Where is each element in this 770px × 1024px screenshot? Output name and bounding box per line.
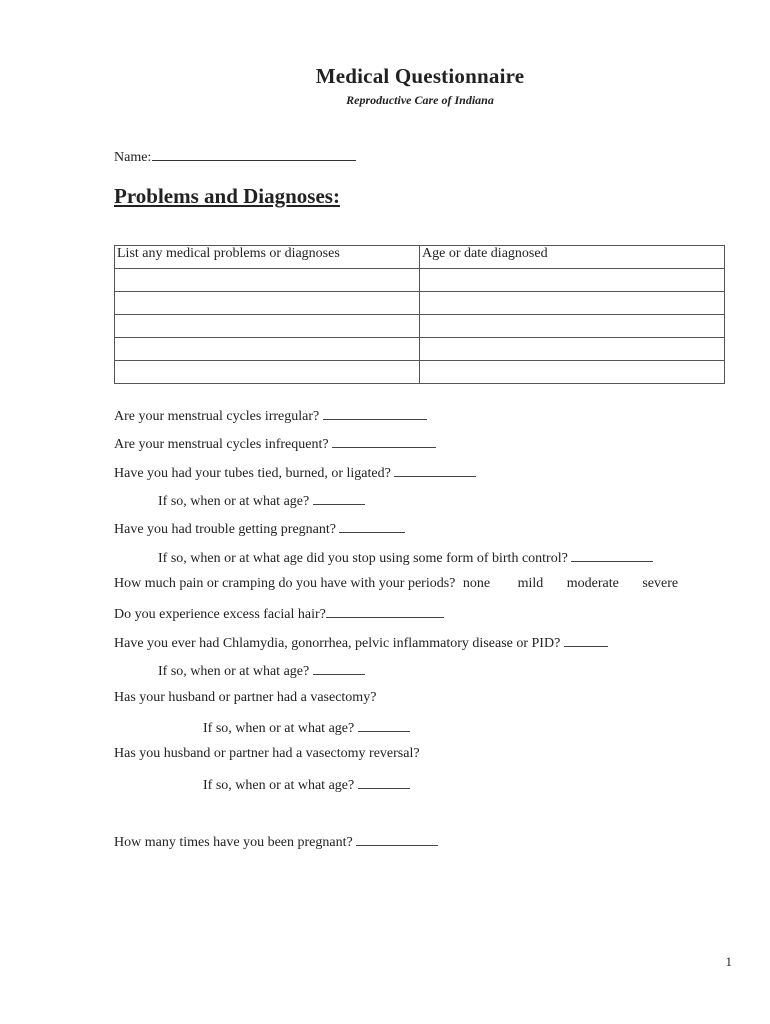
question-trouble-pregnant (114, 519, 405, 538)
question-label: If so, when or at what age? (203, 778, 355, 793)
answer-line[interactable] (313, 661, 365, 675)
name-field-label: Name: (114, 150, 152, 165)
name-input-line[interactable] (152, 146, 356, 161)
question-cycles-irregular (114, 406, 427, 425)
answer-line[interactable] (356, 832, 438, 846)
option-severe[interactable]: severe (642, 576, 679, 591)
question-std-age (158, 661, 365, 680)
option-moderate[interactable]: moderate (566, 576, 619, 591)
question-label: Are your menstrual cycles infrequent? (114, 437, 329, 452)
answer-line[interactable] (323, 406, 427, 420)
question-cycles-infrequent (114, 434, 436, 453)
column-header-problems: List any medical problems or diagnoses (115, 246, 420, 269)
name-field-row (114, 146, 356, 166)
table-header-row (115, 246, 725, 269)
answer-line[interactable] (571, 548, 653, 562)
question-label: How much pain or cramping do you have with your periods? (114, 576, 456, 591)
table-cell-age[interactable] (420, 269, 725, 292)
question-label: If so, when or at what age? (158, 494, 310, 509)
answer-line[interactable] (332, 434, 436, 448)
table-row (115, 315, 725, 338)
answer-line[interactable] (358, 718, 410, 732)
table-row (115, 338, 725, 361)
table-row (115, 269, 725, 292)
table-cell-age[interactable] (420, 338, 725, 361)
answer-line[interactable] (358, 775, 410, 789)
question-times-pregnant (114, 832, 438, 851)
question-period-pain (114, 576, 678, 592)
answer-line[interactable] (326, 604, 444, 618)
table-cell-problem[interactable] (115, 292, 420, 315)
table-cell-age[interactable] (420, 292, 725, 315)
question-vasectomy-age (203, 718, 410, 737)
question-label: Do you experience excess facial hair? (114, 607, 326, 622)
table-cell-age[interactable] (420, 315, 725, 338)
section-heading: Problems and Diagnoses: (114, 184, 340, 208)
table-row (115, 361, 725, 384)
form-title: Medical Questionnaire (315, 64, 525, 88)
question-partner-vasectomy (114, 690, 376, 706)
question-label: Has you husband or partner had a vasectomy reversal? (114, 746, 420, 761)
table-cell-problem[interactable] (115, 338, 420, 361)
column-header-age-diagnosed: Age or date diagnosed (420, 246, 725, 269)
answer-line[interactable] (394, 463, 476, 477)
question-label: Have you had your tubes tied, burned, or ligated? (114, 466, 391, 481)
question-label: Has your husband or partner had a vasectomy? (114, 690, 377, 705)
table-cell-problem[interactable] (115, 269, 420, 292)
question-std-history (114, 633, 608, 652)
answer-line[interactable] (564, 633, 608, 647)
question-reversal-age (203, 775, 410, 794)
table-row (115, 292, 725, 315)
diagnoses-table (114, 245, 725, 384)
table-cell-age[interactable] (420, 361, 725, 384)
option-mild[interactable]: mild (517, 576, 544, 591)
question-stopped-birth-control (158, 548, 653, 567)
question-vasectomy-reversal (114, 746, 420, 762)
question-label: Are your menstrual cycles irregular? (114, 409, 320, 424)
question-tubes-tied (114, 463, 476, 482)
answer-line[interactable] (313, 491, 365, 505)
question-label: Have you ever had Chlamydia, gonorrhea, pelvic inflammatory disease or PID? (114, 636, 561, 651)
answer-line[interactable] (339, 519, 405, 533)
question-label: How many times have you been pregnant? (114, 835, 353, 850)
question-label: If so, when or at what age did you stop using some form of birth control? (158, 551, 568, 566)
form-subtitle: Reproductive Care of Indiana (346, 93, 494, 107)
question-label: If so, when or at what age? (158, 664, 310, 679)
page-number: 1 (725, 954, 732, 969)
option-none[interactable]: none (462, 576, 491, 591)
table-cell-problem[interactable] (115, 361, 420, 384)
question-label: If so, when or at what age? (203, 721, 355, 736)
question-tubes-tied-age (158, 491, 365, 510)
table-cell-problem[interactable] (115, 315, 420, 338)
question-label: Have you had trouble getting pregnant? (114, 522, 336, 537)
question-facial-hair (114, 604, 444, 623)
